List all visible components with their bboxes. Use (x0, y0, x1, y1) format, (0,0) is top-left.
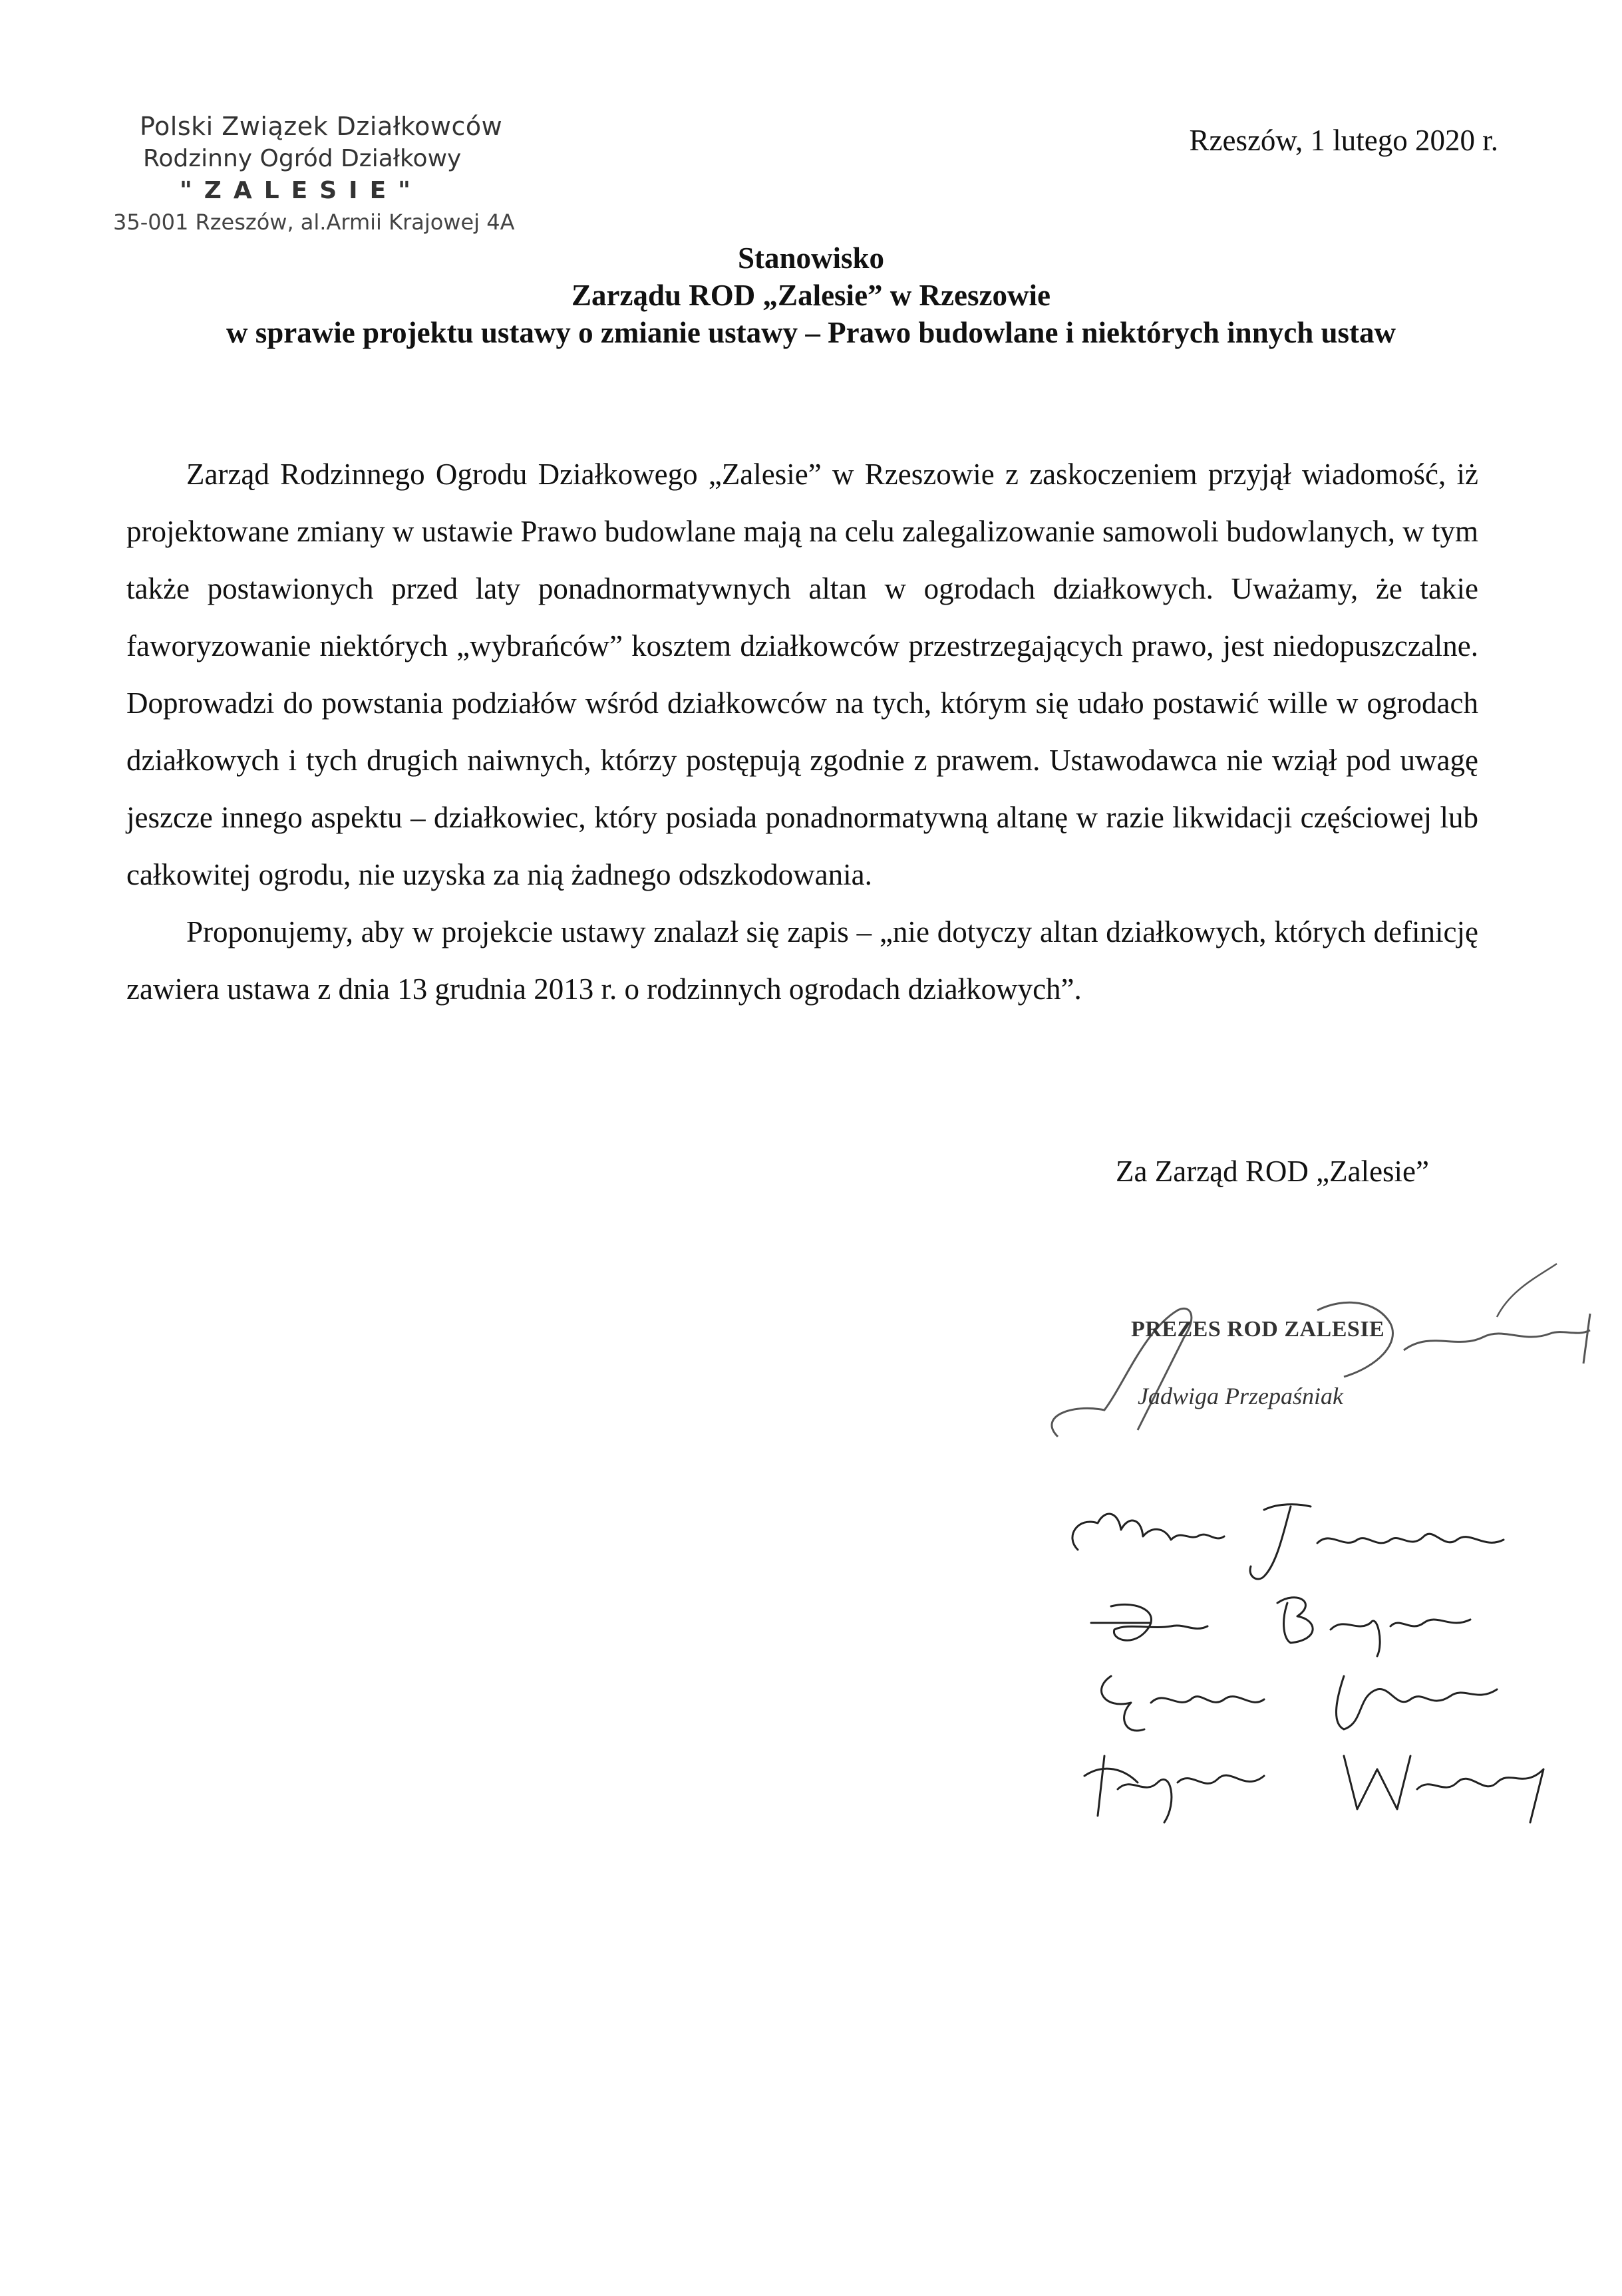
organization-stamp (100, 110, 566, 237)
document-body (126, 446, 1478, 1018)
body-paragraph-1: Zarząd Rodzinnego Ogrodu Działkowego „Zalesie” w Rzeszowie z zaskoczeniem przyjął wiadomość, iż projektowane zmiany w ustawie Prawo budowlane mają na celu zalegalizowanie samowoli budowlanych, w tym także postawionych przed laty ponadnormatywnych altan w ogrodach działkowych. Uważamy, że takie faworyzowanie niektórych „wybrańców” kosztem działkowców przestrzegających prawo, jest niedopuszczalne. Doprowadzi do powstania podziałów wśród działkowców na tych, którym się udało postawić wille w ogrodach działkowych i tych drugich naiwnych, którzy postępują zgodnie z prawem. Ustawodawca nie wziął pod uwagę jeszcze innego aspektu – działkowiec, który posiada ponadnormatywną altanę w razie likwidacji częściowej lub całkowitej ogrodu, nie uzyska za nią żadnego odszkodowania. (126, 458, 1478, 891)
stamp-line-2: Rodzinny Ogród Działkowy (143, 145, 462, 172)
signature-3 (1102, 1676, 1264, 1731)
signature-1 (1072, 1514, 1224, 1550)
body-paragraph-2: Proponujemy, aby w projekcie ustawy znalazł się zapis – „nie dotyczy altan działkowych, których definicję zawiera ustawa z dnia 13 grudnia 2013 r. o rodzinnych ogrodach działkowych”. (126, 915, 1478, 1006)
president-name: Jadwiga Przepaśniak (1138, 1383, 1343, 1409)
heading-title: Stanowisko (737, 241, 885, 275)
document-heading (0, 239, 1622, 351)
stamp-line-1: Polski Związek Działkowców (140, 112, 503, 141)
heading-subtitle: Zarządu ROD „Zalesie” w Rzeszowie (571, 279, 1051, 312)
signature-2 (1091, 1604, 1208, 1640)
president-stamp (1131, 1317, 1384, 1410)
closing-line: Za Zarząd ROD „Zalesie” (1116, 1155, 1429, 1188)
stamp-line-3: "ZALESIE" (180, 177, 422, 204)
signature-4 (1084, 1756, 1264, 1822)
stamp-line-4: 35-001 Rzeszów, al.Armii Krajowej 4A (113, 210, 515, 235)
president-role: PREZES ROD ZALESIE (1131, 1317, 1385, 1342)
heading-subject: w sprawie projektu ustawy o zmianie ustawy – Prawo budowlane i niektórych innych ustaw (226, 316, 1396, 349)
document-date: Rzeszów, 1 lutego 2020 r. (1189, 124, 1498, 157)
handwritten-signatures (1064, 1490, 1583, 1836)
